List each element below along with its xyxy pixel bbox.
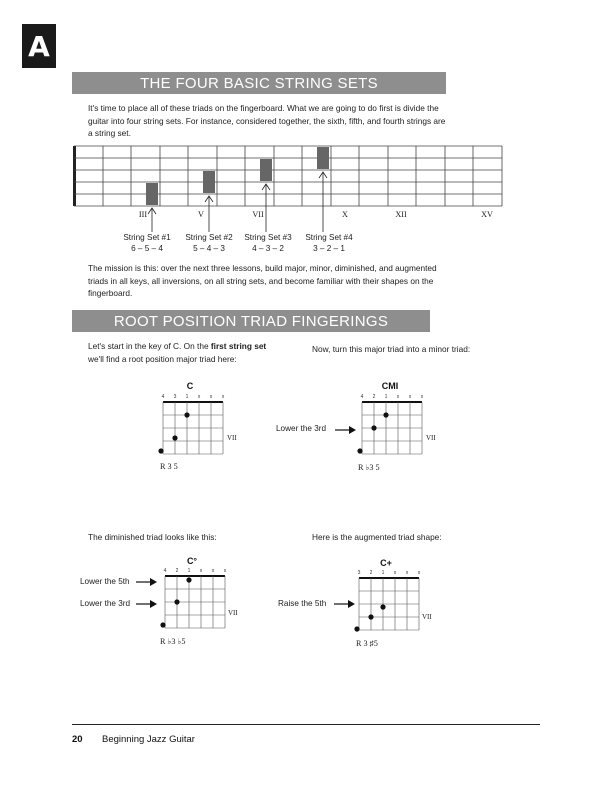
string-set-1-strings: 6 – 5 – 4 [131,244,163,253]
finger-1: 4 [360,394,364,400]
dot-root [160,622,165,627]
finger-5: x [408,394,412,400]
chord-diagram-minor [354,392,444,462]
chord-diagram-dim [157,566,247,636]
finger-3: 1 [185,394,189,400]
fret-marker-iii: III [138,210,148,219]
footer-rule [72,724,540,725]
dot-3rd [172,435,177,440]
chord-name-aug: C+ [380,558,392,568]
fret-marker-vii: VII [252,210,264,219]
section-title-string-sets: THE FOUR BASIC STRING SETS [72,72,446,94]
aug-intro-paragraph: Here is the augmented triad shape: [312,532,442,542]
dot-flat-5th [186,577,191,582]
arrow-right-icon [334,598,356,610]
fret-marker-x: X [342,210,348,219]
finger-2: 2 [175,568,179,574]
string-set-4-title: String Set #4 [305,233,353,242]
finger-2: 3 [173,394,177,400]
dot-root [354,626,359,631]
strings [74,146,502,206]
finger-4: x [393,570,397,576]
nut [73,146,76,206]
annotation-lower-3rd-dim: Lower the 3rd [80,599,131,608]
finger-6: x [420,394,424,400]
finger-5: x [405,570,409,576]
major-intro-pre: Let's start in the key of C. On the [88,341,211,351]
notes-dim: R ♭3 ♭5 [160,637,186,646]
dot-root [357,448,362,453]
finger-6: x [221,394,225,400]
string-set-4-block [317,147,329,169]
finger-1: 4 [163,568,167,574]
string-set-3-block [260,159,272,181]
intro-paragraph: It's time to place all of these triads on the fingerboard. What we are going to do first is divide the guitar into four string sets. For instance, considered together, the sixth, fifth, and fourth strings are a string set. [88,103,446,138]
notes-aug: R 3 ♯5 [356,639,378,648]
string-set-4-strings: 3 – 2 – 1 [313,244,345,253]
string-set-2-title: String Set #2 [185,233,233,242]
string-set-3-label [233,232,303,254]
finger-6: x [417,570,421,576]
finger-2: 2 [369,570,373,576]
finger-6: x [223,568,227,574]
string-set-3-title: String Set #3 [244,233,292,242]
minor-intro-paragraph: Now, turn this major triad into a minor triad: [312,344,471,354]
section-title-root-position: ROOT POSITION TRIAD FINGERINGS [72,310,430,332]
chord-name-minor: CMI [381,381,399,391]
dot-5th [184,412,189,417]
string-set-1-block [146,183,158,205]
finger-5: x [209,394,213,400]
string-set-1-title: String Set #1 [123,233,171,242]
chord-diagram-major [155,392,245,462]
string-set-1-label [112,232,182,254]
finger-1: 4 [161,394,165,400]
fret-marker-xii: XII [395,210,407,219]
mission-paragraph: The mission is this: over the next three lessons, build major, minor, diminished, and augmented triads in all keys, all inversions, on all string sets, and become familiar with their shapes on the fingerboard. [88,263,437,298]
finger-4: x [199,568,203,574]
finger-5: x [211,568,215,574]
fret-label-major: VII [227,434,237,442]
arrow-right-icon [136,598,158,610]
annotation-lower-3rd-minor: Lower the 3rd [276,424,327,433]
string-set-3-strings: 4 – 3 – 2 [252,244,284,253]
frets [103,146,502,206]
arrow-right-icon [335,424,357,436]
chord-diagram-aug [351,568,441,638]
dot-root [158,448,163,453]
finger-4: x [396,394,400,400]
finger-3: 1 [381,570,385,576]
fret-label-aug: VII [422,613,432,621]
fret-marker-xv: XV [481,210,493,219]
page-number: 20 [72,734,83,745]
notes-minor: R ♭3 5 [358,463,380,472]
dot-flat-3rd [174,599,179,604]
string-set-arrows [148,172,327,232]
string-set-4-label [294,232,364,254]
dot-3rd [368,614,373,619]
chord-name-dim: C° [186,556,198,566]
string-set-blocks [146,147,329,205]
fingerboard-diagram [70,140,510,240]
section-tab: A [22,24,56,68]
major-intro-post: we'll find a root position major triad here: [88,353,237,364]
fret-label-dim: VII [228,609,238,617]
finger-3: 1 [384,394,388,400]
dim-intro-paragraph: The diminished triad looks like this: [88,532,217,542]
finger-3: 1 [187,568,191,574]
finger-2: 2 [372,394,376,400]
string-set-2-strings: 5 – 4 – 3 [193,244,225,253]
major-intro-paragraph [88,340,278,365]
dot-flat-3rd [371,425,376,430]
string-set-2-block [203,171,215,193]
dot-sharp-5th [380,604,385,609]
fret-label-minor: VII [426,434,436,442]
finger-1: 3 [357,570,361,576]
chord-name-major: C [186,381,194,391]
arrow-right-icon [136,576,158,588]
notes-major: R 3 5 [160,462,178,471]
fret-marker-v: V [198,210,204,219]
annotation-raise-5th: Raise the 5th [278,599,327,608]
finger-4: x [197,394,201,400]
book-title: Beginning Jazz Guitar [102,734,195,745]
dot-5th [383,412,388,417]
annotation-lower-5th: Lower the 5th [80,577,130,586]
major-intro-bold: first string set [210,341,267,351]
